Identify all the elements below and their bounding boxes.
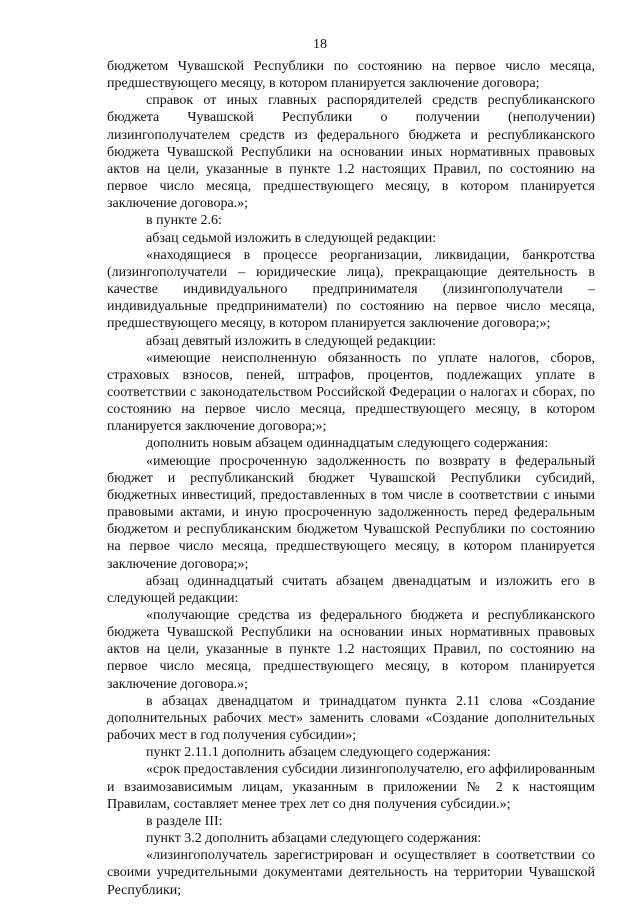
- paragraph: справок от иных главных распорядителей средств республиканского бюджета Чувашской Республики о получении (неполучении) лизингополучателем средств из федерального бюджета и республиканского бюджета Чувашской Республики на основании иных нормативных правовых актов на цели, указанные в пункте 1.2 настоящих Правил, по состоянию на первое число месяца, предшествующего месяцу, в котором планируется заключение договора.»;: [107, 93, 595, 212]
- paragraph: в абзацах двенадцатом и тринадцатом пункта 2.11 слова «Создание дополнительных рабочих мест» заменить словами «Создание дополнительных рабочих мест в год получения субсидии»;: [107, 693, 595, 744]
- paragraph: «срок предоставления субсидии лизингополучателю, его аффилированным и взаимозависимым лицам, указанным в приложении № 2 к настоящим Правилам, составляет менее трех лет со дня получения субсидии.»;: [107, 762, 595, 812]
- paragraph: дополнить новым абзацем одиннадцатым следующего содержания:: [146, 436, 549, 452]
- paragraph: абзац седьмой изложить в следующей редакции:: [146, 230, 437, 246]
- paragraph: в разделе III:: [146, 813, 223, 829]
- paragraph: «находящиеся в процессе реорганизации, ликвидации, банкротства (лизингополучатели – юридические лица), прекращающие деятельность в качестве индивидуального предпринимателя (лизингополучатели – индивидуальные предприниматели) по состоянию на первое число месяца, предшествующего месяцу, в котором планируется заключение договора;»;: [107, 247, 595, 332]
- document-body: [107, 58, 595, 899]
- paragraph: абзац девятый изложить в следующей редакции:: [146, 333, 437, 349]
- paragraph: бюджетом Чувашской Республики по состоянию на первое число месяца, предшествующего месяцу, в котором планируется заключение договора;: [107, 59, 595, 92]
- paragraph: «имеющие неисполненную обязанность по уплате налогов, сборов, страховых взносов, пеней, штрафов, процентов, подлежащих уплате в соответствии с законодательством Российской Федерации о налогах и сборах, по состоянию на первое число месяца, предшествующего месяцу, в котором планируется заключение договора;»;: [107, 350, 595, 435]
- paragraph: пункт 3.2 дополнить абзацами следующего содержания:: [146, 831, 482, 847]
- page-number: 18: [313, 37, 327, 52]
- paragraph: «лизингополучатель зарегистрирован и осуществляет в соответствии со своими учредительными документами деятельность на территории Чувашской Республики;: [107, 848, 595, 898]
- paragraph: абзац одиннадцатый считать абзацем двенадцатым и изложить его в следующей редакции:: [107, 573, 595, 606]
- paragraph: «имеющие просроченную задолженность по возврату в федеральный бюджет и республиканский бюджет Чувашской Республики субсидий, бюджетных инвестиций, предоставленных в том числе в соответствии с иными правовыми актами, и иную просроченную задолженность перед федеральным бюджетом и республиканским бюджетом Чувашской Республики по состоянию на первое число месяца, предшествующего месяцу, в котором планируется заключение договора;»;: [107, 453, 595, 572]
- paragraph: в пункте 2.6:: [146, 213, 222, 229]
- paragraph: «получающие средства из федерального бюджета и республиканского бюджета Чувашской Республики на основании иных нормативных правовых актов на цели, указанные в пункте 1.2 настоящих Правил, по состоянию на первое число месяца, предшествующего месяцу, в котором планируется заключение договора.»;: [107, 608, 595, 692]
- paragraph: пункт 2.11.1 дополнить абзацем следующего содержания:: [146, 745, 491, 761]
